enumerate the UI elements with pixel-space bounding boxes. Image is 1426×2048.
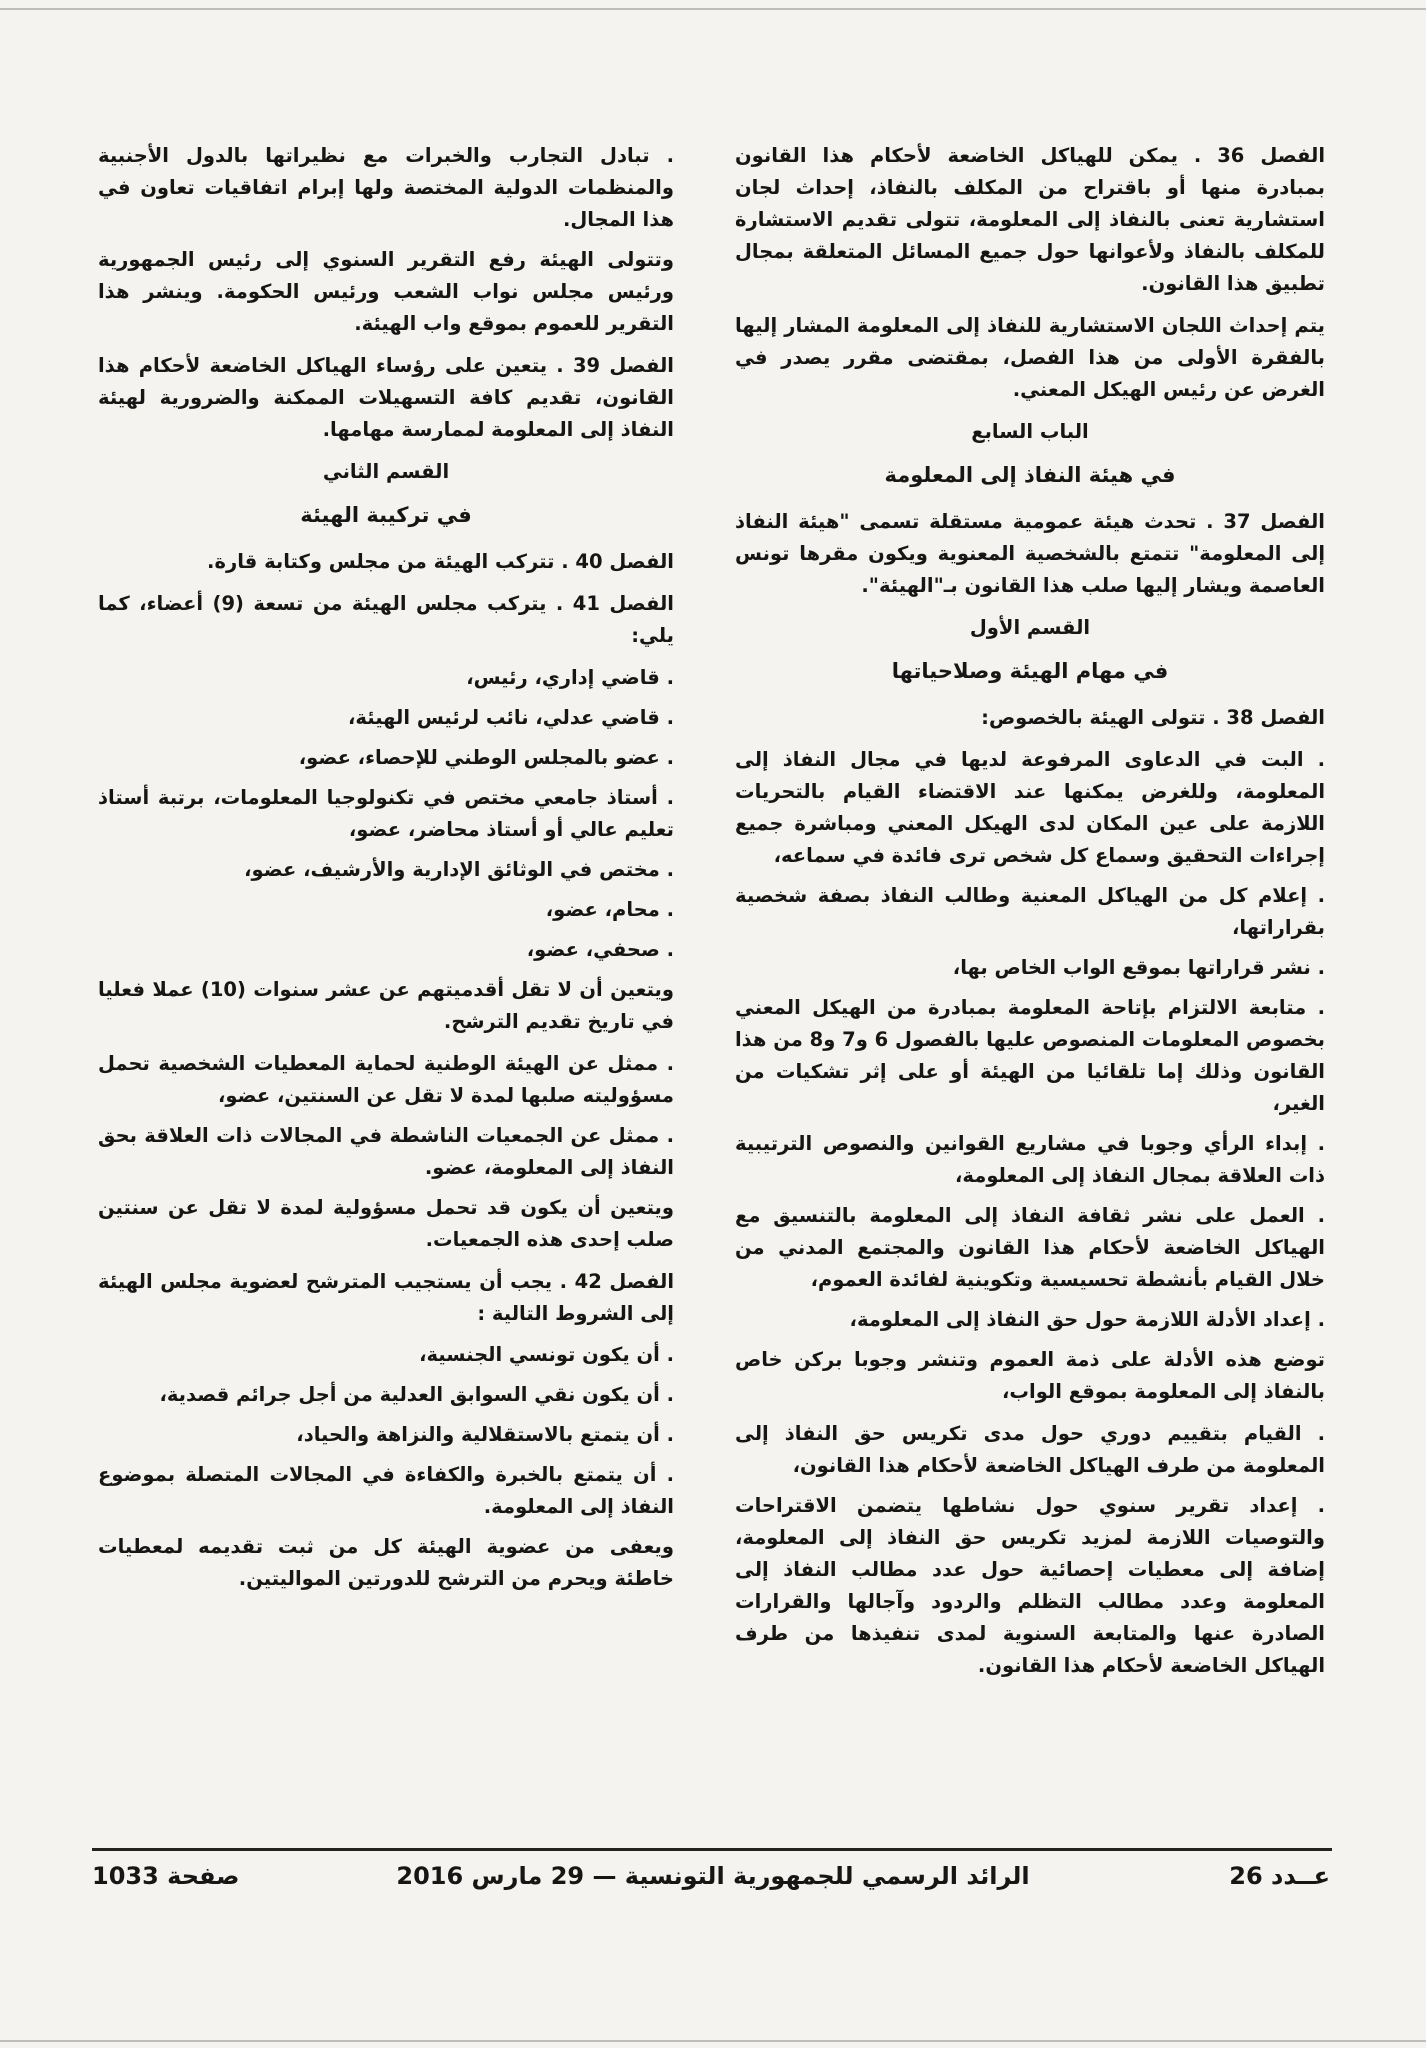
journal-title-date: الرائد الرسمي للجمهورية التونسية — 29 مارس 2016	[396, 1862, 1030, 1890]
left-list-item: . مختص في الوثائق الإدارية والأرشيف، عضو،	[244, 857, 674, 881]
right-list-item: . إعداد الأدلة اللازمة حول حق النفاذ إلى المعلومة،	[849, 1307, 1325, 1331]
right-paragraph: الفصل 37 . تحدث هيئة عمومية مستقلة تسمى "هيئة النفاذ إلى المعلومة" تتمتع بالشخصية المعنوية ويكون مقرها تونس العاصمة ويشار إليها صلب هذا القانون بـ"الهيئة".	[735, 510, 1325, 598]
left-list-item: . أن يتمتع بالاستقلالية والنزاهة والحياد،	[296, 1423, 674, 1447]
right-paragraph: توضع هذه الأدلة على ذمة العموم وتنشر وجوبا بركن خاص بالنفاذ إلى المعلومة بموقع الواب،	[735, 1347, 1325, 1403]
scan-edge-bottom	[0, 2040, 1426, 2042]
left-list-item: . أستاذ جامعي مختص في تكنولوجيا المعلومات، برتبة أستاذ تعليم عالي أو أستاذ محاضر، عضو،	[98, 785, 674, 841]
left-paragraph: الفصل 40 . تتركب الهيئة من مجلس وكتابة قارة.	[207, 550, 674, 574]
right-column	[735, 140, 1325, 1690]
left-paragraph: ويتعين أن يكون قد تحمل مسؤولية لمدة لا تقل عن سنتين صلب إحدى هذه الجمعيات.	[98, 1195, 674, 1251]
right-list-item: . القيام بتقييم دوري حول مدى تكريس حق النفاذ إلى المعلومة من طرف الهياكل الخاضعة لأحكام هذا القانون،	[735, 1421, 1325, 1477]
left-list-item: . أن يكون تونسي الجنسية،	[419, 1343, 674, 1367]
left-list-item: . قاضي عدلي، نائب لرئيس الهيئة،	[348, 706, 674, 729]
left-paragraph: ويعفى من عضوية الهيئة كل من ثبت تقديمه لمعطيات خاطئة ويحرم من الترشح للدورتين المواليتين.	[98, 1535, 674, 1591]
footer-rule	[92, 1848, 1332, 1851]
left-paragraph: ويتعين أن لا تقل أقدميتهم عن عشر سنوات (10) عملا فعليا في تاريخ تقديم الترشح.	[98, 977, 674, 1033]
left-list-item: . محام، عضو،	[545, 897, 674, 921]
left-list-item: . عضو بالمجلس الوطني للإحصاء، عضو،	[298, 745, 674, 769]
left-list-item: . ممثل عن الجمعيات الناشطة في المجالات ذات العلاقة بحق النفاذ إلى المعلومة، عضو.	[98, 1123, 674, 1179]
left-section-label: القسم الثاني	[322, 459, 450, 483]
right-section-label: القسم الأول	[969, 616, 1091, 640]
left-section-heading: في تركيبة الهيئة	[300, 502, 472, 527]
scan-edge-top	[0, 8, 1426, 10]
left-paragraph: وتتولى الهيئة رفع التقرير السنوي إلى رئيس الجمهورية ورئيس مجلس نواب الشعب ورئيس الحكومة. وينشر هذا التقرير للعموم بموقع واب الهيئة.	[98, 247, 674, 335]
right-list-item: . إعداد تقرير سنوي حول نشاطها يتضمن الاقتراحات والتوصيات اللازمة لمزيد تكريس حق النفاذ إلى المعلومة، إضافة إلى معطيات إحصائية حول عدد مطالب النفاذ إلى المعلومة وعدد مطالب التظلم والردود وآجالها والقرارات الصادرة عنها والمتابعة السنوية لمدى تنفيذها من طرف الهياكل الخاضعة لأحكام هذا القانون.	[735, 1493, 1325, 1677]
right-list-item: . نشر قراراتها بموقع الواب الخاص بها،	[952, 956, 1325, 980]
left-paragraph: الفصل 41 . يتركب مجلس الهيئة من تسعة (9) أعضاء، كما يلي:	[98, 592, 674, 648]
right-paragraph: الفصل 36 . يمكن للهياكل الخاضعة لأحكام هذا القانون بمبادرة منها أو باقتراح من المكلف بالنفاذ، إحداث لجان استشارية تعنى بالنفاذ إلى المعلومة، تتولى تقديم الاستشارة للمكلف بالنفاذ ولأعوانها حول جميع المسائل المتعلقة بمجال تطبيق هذا القانون.	[735, 144, 1325, 295]
left-list-item: . صحفي، عضو،	[526, 937, 674, 961]
right-paragraph: يتم إحداث اللجان الاستشارية للنفاذ إلى المعلومة المشار إليها بالفقرة الأولى من هذا الفصل، بمقتضى مقرر يصدر في الغرض عن رئيس الهيكل المعني.	[735, 313, 1325, 401]
left-column	[98, 140, 674, 1605]
left-list-item: . تبادل التجارب والخبرات مع نظيراتها بالدول الأجنبية والمنظمات الدولية المختصة ولها إبرام اتفاقيات تعاون في هذا المجال.	[98, 144, 674, 231]
left-list-item: . قاضي إداري، رئيس،	[466, 666, 674, 690]
right-section-heading: في مهام الهيئة وصلاحياتها	[891, 659, 1169, 684]
left-list-item: . ممثل عن الهيئة الوطنية لحماية المعطيات الشخصية تحمل مسؤوليته صلبها لمدة لا تقل عن السنتين، عضو،	[98, 1051, 674, 1107]
left-list-item: . أن يتمتع بالخبرة والكفاءة في المجالات المتصلة بموضوع النفاذ إلى المعلومة.	[98, 1463, 674, 1519]
issue-number: عــدد 26	[1229, 1862, 1330, 1890]
right-paragraph: الفصل 38 . تتولى الهيئة بالخصوص:	[981, 706, 1325, 730]
right-list-item: . إبداء الرأي وجوبا في مشاريع القوانين والنصوص الترتيبية ذات العلاقة بمجال النفاذ إلى المعلومة،	[735, 1132, 1325, 1188]
right-list-item: . العمل على نشر ثقافة النفاذ إلى المعلومة بالتنسيق مع الهياكل الخاضعة لأحكام هذا القانون والمجتمع المدني من خلال القيام بأنشطة تحسيسية وتكوينية لفائدة العموم،	[735, 1204, 1325, 1291]
left-paragraph: الفصل 42 . يجب أن يستجيب المترشح لعضوية مجلس الهيئة إلى الشروط التالية :	[98, 1269, 675, 1325]
left-list-item: . أن يكون نقي السوابق العدلية من أجل جرائم قصدية،	[159, 1383, 674, 1407]
left-paragraph: الفصل 39 . يتعين على رؤساء الهياكل الخاضعة لأحكام هذا القانون، تقديم كافة التسهيلات الممكنة والضرورية لهيئة النفاذ إلى المعلومة لممارسة مهامها.	[98, 353, 674, 441]
right-list-item: . متابعة الالتزام بإتاحة المعلومة بمبادرة من الهيكل المعني بخصوص المعلومات المنصوص عليها بالفصول 6 و7 و8 من هذا القانون وذلك إما تلقائيا من الهيئة أو على إثر تشكيات من الغير،	[734, 996, 1325, 1116]
right-section-label: الباب السابع	[971, 419, 1089, 443]
right-section-heading: في هيئة النفاذ إلى المعلومة	[884, 462, 1176, 487]
right-list-item: . إعلام كل من الهياكل المعنية وطالب النفاذ بصفة شخصية بقراراتها،	[735, 884, 1325, 940]
right-list-item: . البت في الدعاوى المرفوعة لديها في مجال النفاذ إلى المعلومة، وللغرض يمكنها عند الاقتضاء القيام بالتحريات اللازمة على عين المكان لدى الهيكل المعني ومباشرة جميع إجراءات التحقيق وسماع كل شخص ترى فائدة في سماعه،	[735, 748, 1325, 868]
page-number: صفحة 1033	[92, 1862, 240, 1890]
